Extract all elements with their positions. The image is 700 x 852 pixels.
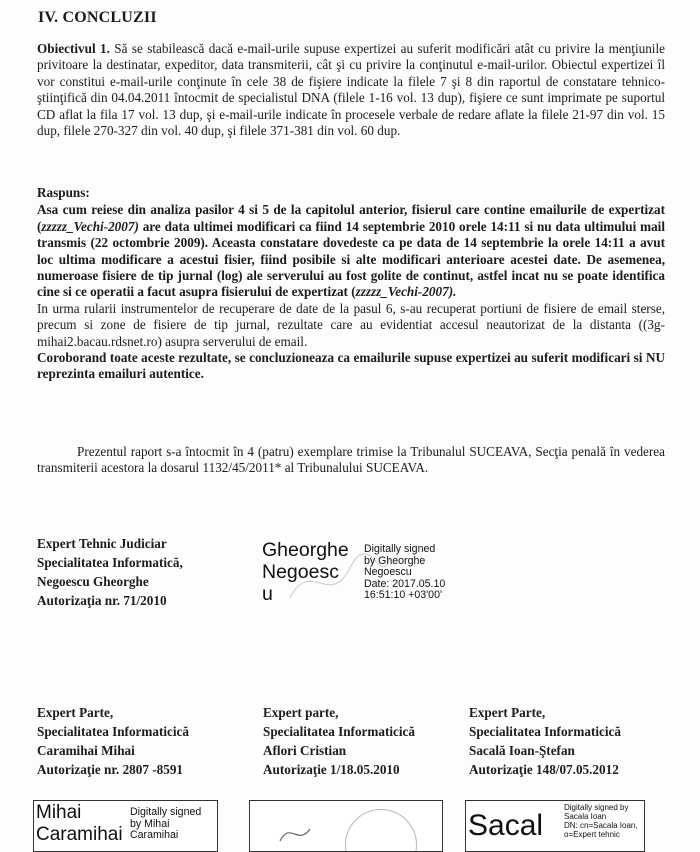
objective-label: Obiectivul 1. [37, 41, 110, 56]
expert2-specialty: Specialitatea Informaticică [37, 724, 189, 739]
objective-paragraph [37, 41, 665, 139]
expert3-signature-box [249, 800, 443, 852]
expert3-specialty: Specialitatea Informaticică [263, 724, 415, 739]
answer-conclusion: Coroborand toate aceste rezultate, se concluzioneaza ca emailurile supuse expertizei au suferit modificari si NU reprezinta emailuri autentice. [37, 350, 665, 382]
expert1-name: Negoescu Gheorghe [37, 574, 149, 589]
answer-analysis: Asa cum reiese din analiza pasilor 4 si 5 de la capitolul anterior, fisierul care contine emailurile de expertizat (zzzzz_Vechi-2007) are data ultimei modificari ca fiind 14 septembrie 2010 orele 14:11 si nu data ultimului mail transmis (22 octombrie 2009). Aceasta constatare dovedeste ca pe data de 14 septembrie la orele 14:11 a avut loc ultima modificare a acestui fisier, fiind posibile si alte modificari anterioare acestei date. De asemenea, numeroase fisiere de tip jurnal (log) ale serverului au fost golite de continut, astfel incat nu se poate identifica cine si ce operatii a facut asupra fisierului de expertizat (zzzzz_Vechi-2007). [37, 202, 665, 300]
signature-name: Mihai Caramihai [36, 802, 123, 845]
expert4-title: Expert Parte, [469, 705, 546, 720]
answer-label: Raspuns: [37, 185, 90, 200]
file-name: zzzzz_Vechi-2007). [355, 284, 457, 300]
expert2-name: Caramihai Mihai [37, 743, 135, 758]
expert3-title: Expert parte, [263, 705, 339, 720]
expert3-block [263, 703, 415, 779]
signature-details: Digitally signed by Mihai Caramihai [130, 806, 202, 841]
objective-text: Să se stabilească dacă e-mail-urile supuse expertizei au suferit modificări atât cu privire la menţiunile privitoare la destinatar, expeditor, data transmiterii, cât şi cu privire la conţinutul e-mail-urilor. Obiectul expertizei îl vor constitui e-mail-urile conţinute în cele 38 de fişiere indicate la filele 7 şi 8 din raportul de constatare tehnico-ştiinţifică din 04.04.2011 întocmit de specialistul DNA (filele 1-16 vol. 13 dup), fişiere ce sunt imprimate pe suportul CD aflat la fila 17 vol. 13 dup, şi e-mail-urile indicate în procesele verbale de redare aflate la filele 21-97 din vol. 15 dup, filele 270-327 din vol. 40 dup, şi filele 371-381 din vol. 60 dup. [37, 41, 665, 139]
expert1-title: Expert Tehnic Judiciar [37, 536, 167, 551]
signature-name: Sacal [468, 809, 544, 842]
report-statement: Prezentul raport s-a întocmit în 4 (patru) exemplare trimise la Tribunalul SUCEAVA, Secţia penală în vederea transmiterii acestora la dosarul 1132/45/2011* al Tribunalului SUCEAVA. [37, 444, 665, 476]
expert4-specialty: Specialitatea Informaticică [469, 724, 621, 739]
expert2-block [37, 703, 189, 779]
expert2-digital-signature [33, 800, 218, 852]
expert4-authorization: Autorizaţie 148/07.05.2012 [469, 762, 619, 777]
signature-details: Digitally signed by Sacala Ioan DN: cn=Sacala Ioan, o=Expert tehnic [564, 803, 638, 839]
expert4-digital-signature [465, 800, 645, 852]
expert1-digital-signature [260, 538, 460, 614]
expert2-authorization: Autorizaţie nr. 2807 -8591 [37, 762, 184, 777]
expert3-authorization: Autorizaţie 1/18.05.2010 [263, 762, 400, 777]
signature-details: Digitally signed by Gheorghe Negoescu Date: 2017.05.10 16:51:10 +03'00' [364, 543, 446, 601]
file-name: zzzzz_Vechi-2007) [41, 218, 139, 234]
expert3-name: Aflori Cristian [263, 743, 347, 758]
answer-recovery: In urma rularii instrumentelor de recuperare de date de la pasul 6, s-au recuperat portiuni de fisiere de email sterse, precum si zone de fisiere de tip jurnal, rezultate care au evidentiat accesul neautorizat de la distanta ((3g-mihai2.bacau.rdsnet.ro) asupra serverului de email. [37, 300, 665, 349]
expert1-authorization: Autorizaţia nr. 71/2010 [37, 593, 167, 608]
expert1-specialty: Specialitatea Informatică, [37, 555, 183, 570]
section-heading: IV. CONCLUZII [38, 9, 157, 26]
signature-name: Gheorghe Negoesc u [262, 539, 349, 605]
expert4-block [469, 703, 621, 779]
answer-paragraph [37, 185, 665, 383]
expert1-block [37, 534, 183, 610]
expert4-name: Sacală Ioan-Ştefan [469, 743, 575, 758]
expert2-title: Expert Parte, [37, 705, 114, 720]
